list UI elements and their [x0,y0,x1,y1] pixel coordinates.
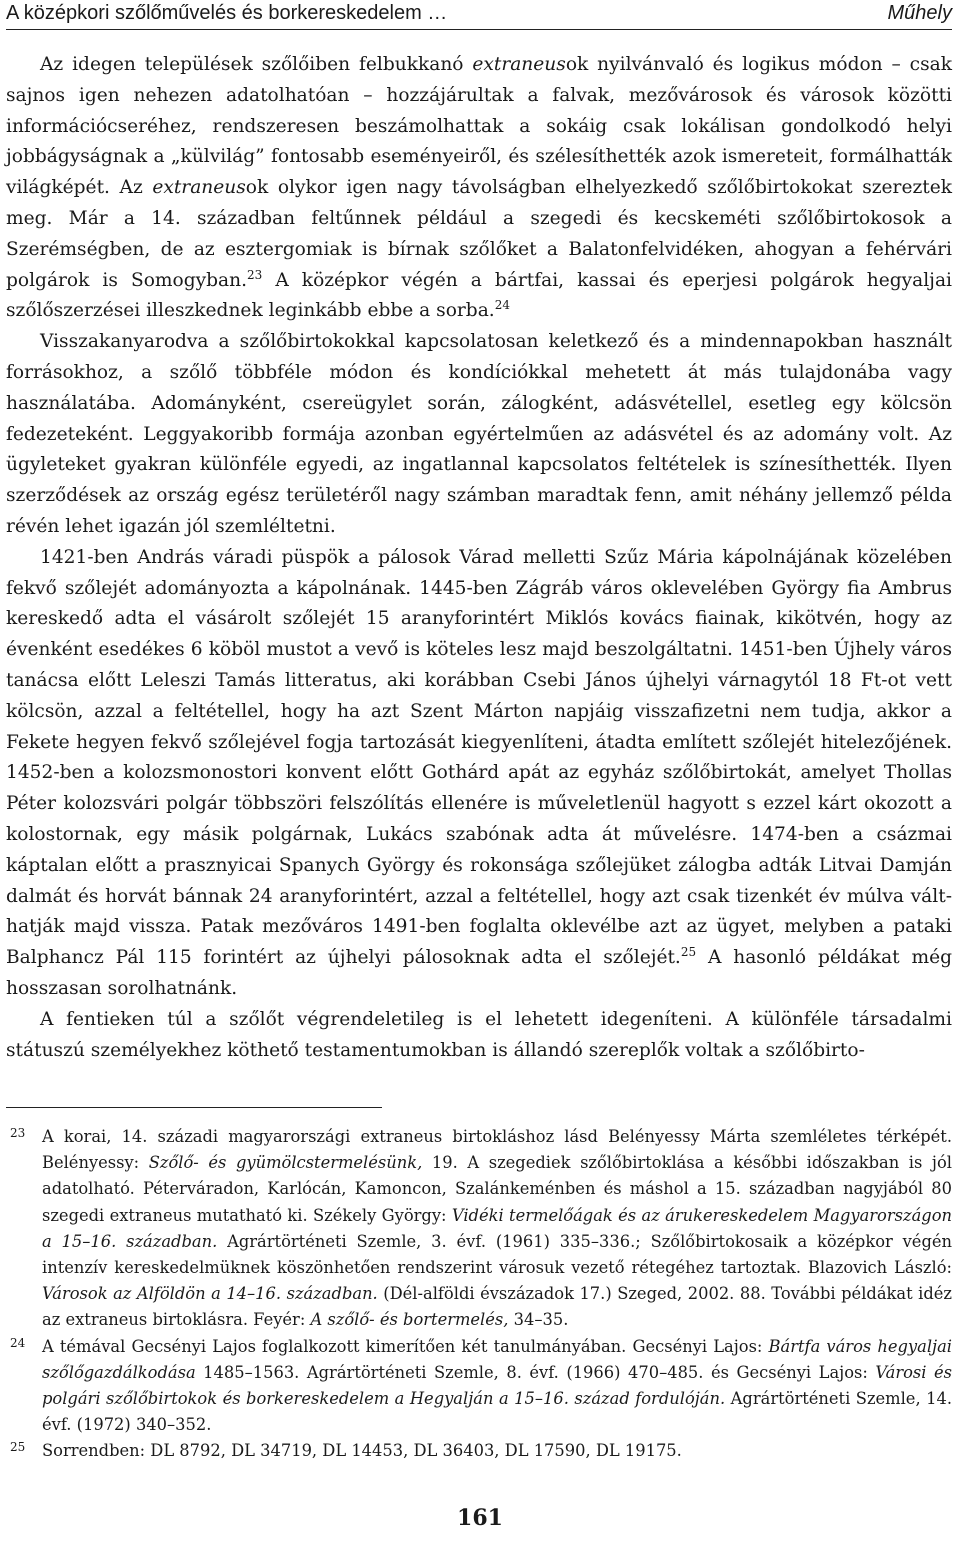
p1-italic-extraneus-1: extraneus [472,54,566,75]
fn23-italic-2: Vidéki termelőágak és az árukereskedelem Magyarországon a 15–16. században. [42,1205,952,1251]
p1-text-a: Az idegen települések szőlőiben felbukkanó [40,54,473,75]
fn23-text-1: A korai, 14. századi magyarországi extraneus birtokláshoz lásd Belényessy Márta szemléletes térképét. Belényessy: [42,1127,952,1173]
fn24-italic-2: Városi és polgári szőlőbirtokok és borkereskedelem a Hegyalján a 15–16. század fordulóján. [42,1362,952,1409]
fn24-italic-1: Bártfa város hegyaljai szőlőgazdálkodása [42,1336,952,1382]
p1-text-c: ok nyilvánvaló és logikus módon – csak sajnos igen nehezen adatolhatóan – hozzájárultak a falvak, mezővárosok és városok közötti információcseréhez, rendszeresen beszámolhattak a sokáig csak lokálisan gondolkodó helyi jobbágyságnak a „külvilág” fontosabb eseményeiről, és szélesíthették azok ismereteit, formálhatták világképét. Az [6,54,952,199]
fn23-text-7: (Dél-alföldi évszázadok 17.) Szeged, 2002. 88. További példákat idéz az extraneus birtoklásra. Feyér: [42,1284,952,1330]
main-text [6,50,952,1066]
footnote-ref-25[interactable]: 25 [680,945,697,960]
footnote-23 [6,1124,952,1334]
footnote-ref-24[interactable]: 24 [494,298,510,313]
fn23-italic-1: Szőlő- és gyümölcstermelésünk, [148,1153,423,1173]
footnote-24 [6,1334,952,1439]
fn24-text-1: A témával Gecsényi Lajos foglalkozott kimerítően két tanulmányában. Gecsényi Lajos: [42,1336,769,1356]
fn23-italic-4: A szőlő- és bortermelés, [310,1310,509,1330]
running-title: A középkori szőlőművelés és borkereskedelem … [6,2,448,24]
footnote-number: 23 [10,1126,26,1140]
footnote-ref-23[interactable]: 23 [247,267,263,282]
p3-text-a: 1421-ben András váradi püspök a pálosok Várad melletti Szűz Mária kápolnájának közelében fekvő szőlejét adományozta a kápolnának. 1445-ben Zágráb város oklevelében György fia Ambrus kereskedő adta el vásárolt szőlejét 15 aranyforintért Miklós kovács fiainak, kikötvén, hogy az évenként esedékes 6 köböl mustot a vevő is köteles lesz majd beszolgáltatni. 1451-ben Újhely város tanácsa előtt Leleszi Tamás litteratus, aki korábban Csebi János újhelyi várnagytól 18 Ft-ot vett kölcsön, azzal a feltétellel, hogy ha azt Szent Márton napjáig visszafizetni nem tudja, akkor a Fekete hegyen fekvő szőlejével fogja tartozását kiegyenlíteni, átadta említett szőlejét hitelezőjének. 1452-ben a kolozsmonostori konvent előtt Gothárd apát az egyház szőlőbirtokát, amelyet Thollas Péter kolozsvári polgár többszöri felszólítás ellenére is műveletlenül hagyott s ezzel kárt okozott a kolostornak, egy másik polgárnak, Lukács szabónak adta át művelésre. 1474-ben a csázmai káptalan előtt a prasznyicai Spanych György és rokonsága szőlejüket zálogba adták Litvai Damján dalmát és horvát bánnak 24 aranyforintért, azzal a feltétellel, hogy azt csak tizenkét év múlva válthatják majd vissza. Patak mezőváros 1491-ben foglalta oklevélbe azt az ügyet, melyben a pataki Balphancz Pál 115 forintért az újhelyi pálosoknak adta el szőlejét. [6,546,952,969]
paragraph-3 [6,543,952,1005]
footnote-25 [6,1438,952,1464]
page-number: 161 [457,1505,503,1531]
paragraph-2: Visszakanyarodva a szőlőbirtokokkal kapcsolatosan keletkező és a mindennapokban használt forrásokhoz, a szőlő többféle módon és kondíciókkal mehetett át más tulajdonába vagy használatába. Adományként, csereügylet során, zálogként, adásvétellel, esetleg egy kölcsön fedezeteként. Leggyakoribb formája azonban egyértelműen az adásvétel és az adomány volt. Az ügyleteket gyakran különféle egyedi, az ingatlannal kapcsolatos feltételek is színesíthették. Ilyen szerződések az ország egész területéről nagy számban maradtak fenn, amit néhány jellemző példa révén lehet igazán jól szemléltetni. [6,331,952,537]
fn24-text-3: 1485–1563. Agrártörténeti Szemle, 8. évf. (1966) 470–485. és Gecsényi Lajos: [195,1362,876,1382]
p1-text-e: ok olykor igen nagy távolságban elhelyezkedő szőlőbirtokokat szereztek meg. Már a 14. században feltűnnek például a szegedi és kecskeméti szőlőbirtokosok a Szerémségben, de az esztergomiak is bírnak szőlőket a Balatonfelvidéken, ahogyan a fehérvári polgárok is Somogyban. [6,177,952,291]
fn23-text-3: 19. A szegediek szőlőbirtoklása a későbbi időszakban is jól adatolható. Péterváradon, Karlócán, Kamoncon, Szalánkeménben és máshol a 15. században nagyjából 80 szegedi extraneus mutatható ki. Székely György: [42,1153,952,1225]
section-label: Műhely [887,2,952,24]
footnote-separator [6,1107,382,1108]
p3-text-c: A hasonló példákat még hosszasan sorolhatnánk. [6,947,952,999]
fn23-italic-3: Városok az Alföldön a 14–16. században. [42,1284,378,1304]
p1-italic-extraneus-2: extraneus [152,177,246,199]
fn23-text-5: Agrártörténeti Szemle, 3. évf. (1961) 335–336.; Szőlőbirtokosaik a középkor végén intenzív kereskedelmüknek köszönhetően rendszerint városuk vezető rétegéhez tartoztak. Blazovich László: [42,1231,952,1278]
footnotes [6,1124,952,1465]
running-header [6,0,952,30]
footnote-number: 24 [10,1335,26,1350]
paragraph-1 [6,50,952,327]
fn23-text-9: 34–35. [508,1310,569,1330]
fn25-text-1: Sorrendben: DL 8792, DL 34719, DL 14453, DL 36403, DL 17590, DL 19175. [42,1441,682,1461]
paragraph-4: A fentieken túl a szőlőt végrendeletileg is el lehetett idegeníteni. A különféle társadalmi státuszú személyekhez köthető testamentumokban is állandó szereplők voltak a szőlőbirto- [6,1008,952,1061]
footnote-number: 25 [10,1440,26,1455]
fn24-text-5: Agrártörténeti Szemle, 14. évf. (1972) 340–352. [42,1389,953,1435]
p1-text-g: A középkor végén a bártfai, kassai és eperjesi polgárok hegyaljai szőlőszerzései illeszkednek leginkább ebbe a sorba. [6,269,952,322]
